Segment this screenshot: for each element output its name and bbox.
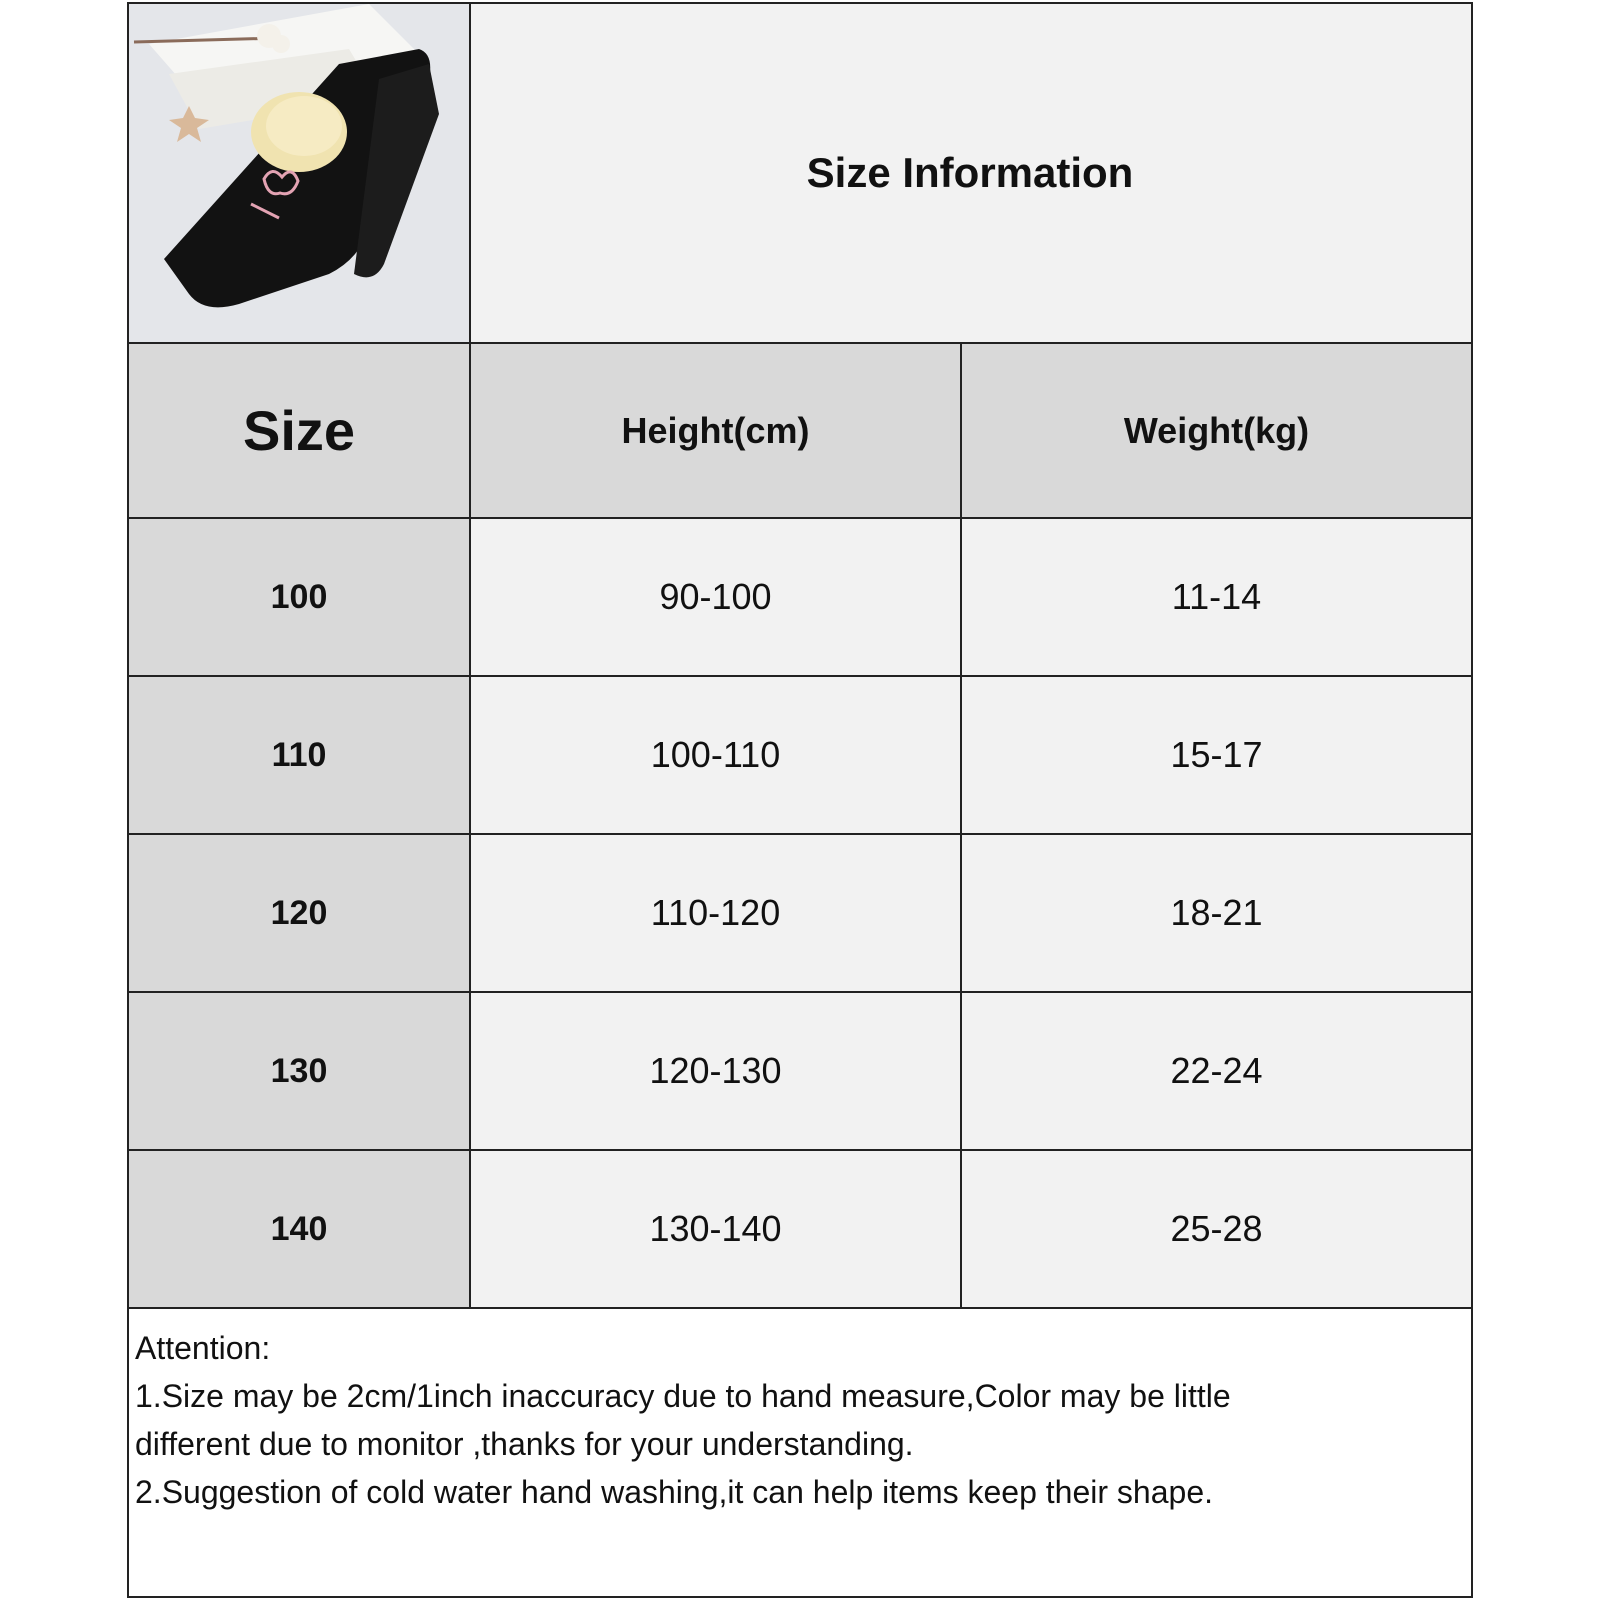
table-row-height: 90-100 (471, 519, 960, 675)
divider (129, 1307, 1471, 1309)
page-title: Size Information (469, 4, 1471, 342)
notes-heading: Attention: (135, 1330, 271, 1366)
divider (469, 4, 471, 1309)
note-line: different due to monitor ,thanks for your understanding. (135, 1426, 914, 1462)
table-row-height: 120-130 (471, 993, 960, 1149)
divider (960, 342, 962, 1309)
table-row-size: 140 (129, 1151, 469, 1307)
table-row-height: 110-120 (471, 835, 960, 991)
divider (129, 1149, 1471, 1151)
divider (129, 517, 1471, 519)
table-row-weight: 22-24 (962, 993, 1471, 1149)
weight-header: Weight(kg) (962, 344, 1471, 517)
table-row-height: 100-110 (471, 677, 960, 833)
table-row-size: 110 (129, 677, 469, 833)
attention-notes (135, 1324, 1455, 1516)
leggings-icon (129, 4, 469, 342)
table-row-size: 100 (129, 519, 469, 675)
table-row-weight: 15-17 (962, 677, 1471, 833)
table-row-weight: 18-21 (962, 835, 1471, 991)
divider (129, 675, 1471, 677)
table-row-weight: 11-14 (962, 519, 1471, 675)
divider (129, 833, 1471, 835)
table-row-weight: 25-28 (962, 1151, 1471, 1307)
size-header: Size (129, 344, 469, 517)
note-line: 1.Size may be 2cm/1inch inaccuracy due to hand measure,Color may be little (135, 1378, 1231, 1414)
note-line: 2.Suggestion of cold water hand washing,it can help items keep their shape. (135, 1474, 1213, 1510)
table-row-size: 130 (129, 993, 469, 1149)
size-chart (127, 2, 1473, 1598)
divider (129, 342, 1471, 344)
height-header: Height(cm) (471, 344, 960, 517)
divider (129, 991, 1471, 993)
product-photo (129, 4, 469, 342)
table-row-size: 120 (129, 835, 469, 991)
table-row-height: 130-140 (471, 1151, 960, 1307)
